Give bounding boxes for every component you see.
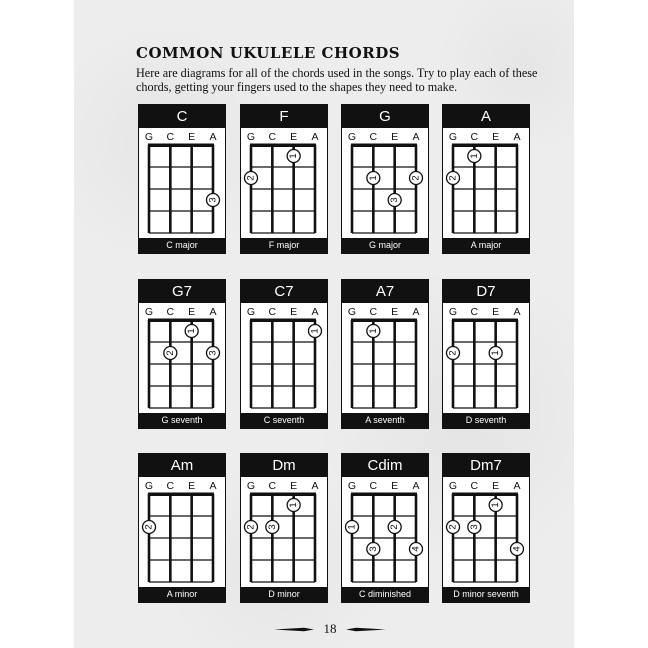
finger-dot — [207, 194, 220, 207]
finger-number: 2 — [447, 175, 459, 181]
string-label: E — [391, 480, 399, 492]
string-label: A — [311, 306, 319, 318]
nut — [452, 493, 518, 497]
chord-name: G — [342, 105, 428, 128]
finger-dot — [266, 521, 279, 534]
finger-number: 2 — [245, 175, 257, 181]
string-label: C — [470, 480, 479, 492]
finger-number: 2 — [447, 350, 459, 356]
string-label: A — [209, 306, 217, 318]
finger-number: 1 — [309, 328, 321, 334]
fretboard-diagram — [342, 454, 428, 588]
nut — [250, 144, 316, 148]
chord-card-a — [442, 104, 530, 254]
chord-card-dm7 — [442, 453, 530, 603]
nut — [148, 144, 214, 148]
chord-name: Cdim — [342, 454, 428, 477]
string-label: A — [311, 480, 319, 492]
string-label: G — [448, 131, 458, 143]
finger-dot — [245, 521, 258, 534]
finger-dot — [489, 347, 502, 360]
string-label: A — [513, 131, 521, 143]
finger-dot — [388, 521, 401, 534]
finger-dot — [185, 325, 198, 338]
string-label: A — [513, 480, 521, 492]
chord-name: A7 — [342, 280, 428, 303]
chord-card-dm — [240, 453, 328, 603]
fretboard-diagram — [241, 280, 327, 414]
finger-number: 1 — [367, 175, 379, 181]
string-label: A — [412, 131, 420, 143]
chord-name: F — [241, 105, 327, 128]
string-label: E — [492, 131, 500, 143]
chord-name: Am — [139, 454, 225, 477]
string-label: G — [144, 131, 154, 143]
string-label: E — [188, 306, 196, 318]
page-footer — [280, 620, 380, 638]
string-label: G — [347, 306, 357, 318]
finger-number: 1 — [468, 153, 480, 159]
finger-dot — [489, 499, 502, 512]
finger-dot — [143, 521, 156, 534]
nut — [452, 319, 518, 323]
fretboard-diagram — [342, 280, 428, 414]
string-label: C — [166, 480, 175, 492]
finger-number: 2 — [389, 524, 401, 530]
chord-name: C — [139, 105, 225, 128]
finger-number: 1 — [490, 502, 502, 508]
finger-dot — [346, 521, 359, 534]
finger-number: 4 — [410, 546, 422, 552]
finger-number: 3 — [266, 524, 278, 530]
string-label: A — [209, 131, 217, 143]
string-label: E — [492, 480, 500, 492]
finger-number: 1 — [490, 350, 502, 356]
chord-full-name: A minor — [139, 587, 225, 602]
finger-number: 1 — [288, 153, 300, 159]
chord-name: G7 — [139, 280, 225, 303]
nut — [148, 319, 214, 323]
chord-full-name: C major — [139, 238, 225, 253]
string-label: E — [391, 131, 399, 143]
finger-dot — [367, 172, 380, 185]
string-label: G — [144, 480, 154, 492]
chord-full-name: A major — [443, 238, 529, 253]
string-label: C — [166, 131, 175, 143]
string-label: C — [369, 306, 378, 318]
finger-number: 3 — [468, 524, 480, 530]
right-ornament-icon — [346, 627, 386, 632]
chord-card-g — [341, 104, 429, 254]
finger-dot — [367, 543, 380, 556]
string-label: E — [391, 306, 399, 318]
string-label: G — [144, 306, 154, 318]
finger-number: 3 — [367, 546, 379, 552]
finger-number: 2 — [447, 524, 459, 530]
string-label: C — [470, 131, 479, 143]
string-label: E — [290, 131, 298, 143]
finger-number: 1 — [346, 524, 358, 530]
chord-card-d7 — [442, 279, 530, 429]
chord-full-name: G major — [342, 238, 428, 253]
nut — [250, 493, 316, 497]
fretboard-diagram — [139, 105, 225, 239]
string-label: C — [470, 306, 479, 318]
finger-number: 3 — [389, 197, 401, 203]
intro-paragraph: Here are diagrams for all of the chords used in the songs. Try to play each of these chords, getting your fingers used to the shapes they need to make. — [136, 66, 538, 94]
string-label: C — [268, 306, 277, 318]
finger-dot — [447, 347, 460, 360]
chord-name: Dm — [241, 454, 327, 477]
finger-dot — [410, 543, 423, 556]
string-label: G — [246, 480, 256, 492]
string-label: G — [246, 131, 256, 143]
fretboard-diagram — [241, 454, 327, 588]
nut — [351, 144, 417, 148]
string-label: E — [188, 131, 196, 143]
finger-number: 3 — [207, 197, 219, 203]
string-label: E — [188, 480, 196, 492]
string-label: G — [347, 131, 357, 143]
string-label: A — [412, 306, 420, 318]
fretboard-diagram — [443, 454, 529, 588]
fretboard-diagram — [241, 105, 327, 239]
string-label: G — [246, 306, 256, 318]
string-label: A — [513, 306, 521, 318]
finger-dot — [287, 499, 300, 512]
fretboard-diagram — [443, 280, 529, 414]
chord-card-c7 — [240, 279, 328, 429]
string-label: G — [448, 480, 458, 492]
finger-dot — [367, 325, 380, 338]
string-label: C — [369, 131, 378, 143]
page-heading: COMMON UKULELE CHORDS — [136, 44, 401, 62]
string-label: G — [347, 480, 357, 492]
string-label: E — [290, 480, 298, 492]
nut — [452, 144, 518, 148]
finger-dot — [511, 543, 524, 556]
string-label: C — [268, 131, 277, 143]
finger-number: 2 — [245, 524, 257, 530]
fretboard-diagram — [139, 454, 225, 588]
chord-card-f — [240, 104, 328, 254]
string-label: C — [268, 480, 277, 492]
chord-name: A — [443, 105, 529, 128]
finger-number: 3 — [207, 350, 219, 356]
finger-dot — [164, 347, 177, 360]
nut — [351, 319, 417, 323]
chord-name: C7 — [241, 280, 327, 303]
nut — [250, 319, 316, 323]
finger-dot — [245, 172, 258, 185]
string-label: C — [369, 480, 378, 492]
chord-card-a7 — [341, 279, 429, 429]
chord-full-name: A seventh — [342, 413, 428, 428]
finger-number: 4 — [511, 546, 523, 552]
chord-card-g7 — [138, 279, 226, 429]
chord-full-name: C seventh — [241, 413, 327, 428]
chord-card-cdim — [341, 453, 429, 603]
finger-dot — [309, 325, 322, 338]
finger-number: 1 — [288, 502, 300, 508]
string-label: E — [492, 306, 500, 318]
finger-dot — [207, 347, 220, 360]
nut — [148, 493, 214, 497]
finger-number: 1 — [186, 328, 198, 334]
nut — [351, 493, 417, 497]
string-label: E — [290, 306, 298, 318]
finger-dot — [447, 172, 460, 185]
finger-number: 1 — [367, 328, 379, 334]
fretboard-diagram — [342, 105, 428, 239]
chord-full-name: D minor — [241, 587, 327, 602]
chord-full-name: F major — [241, 238, 327, 253]
finger-number: 2 — [143, 524, 155, 530]
finger-dot — [287, 150, 300, 163]
finger-dot — [410, 172, 423, 185]
string-label: A — [412, 480, 420, 492]
chord-card-am — [138, 453, 226, 603]
chord-full-name: D seventh — [443, 413, 529, 428]
finger-dot — [447, 521, 460, 534]
chord-name: D7 — [443, 280, 529, 303]
page-number: 18 — [323, 621, 337, 636]
chord-full-name: G seventh — [139, 413, 225, 428]
fretboard-diagram — [443, 105, 529, 239]
string-label: A — [311, 131, 319, 143]
fretboard-diagram — [139, 280, 225, 414]
string-label: G — [448, 306, 458, 318]
finger-dot — [468, 521, 481, 534]
chord-card-c — [138, 104, 226, 254]
string-label: C — [166, 306, 175, 318]
chord-full-name: D minor seventh — [443, 587, 529, 602]
finger-number: 2 — [164, 350, 176, 356]
finger-dot — [388, 194, 401, 207]
finger-dot — [468, 150, 481, 163]
chord-name: Dm7 — [443, 454, 529, 477]
chord-full-name: C diminished — [342, 587, 428, 602]
finger-number: 2 — [410, 175, 422, 181]
string-label: A — [209, 480, 217, 492]
